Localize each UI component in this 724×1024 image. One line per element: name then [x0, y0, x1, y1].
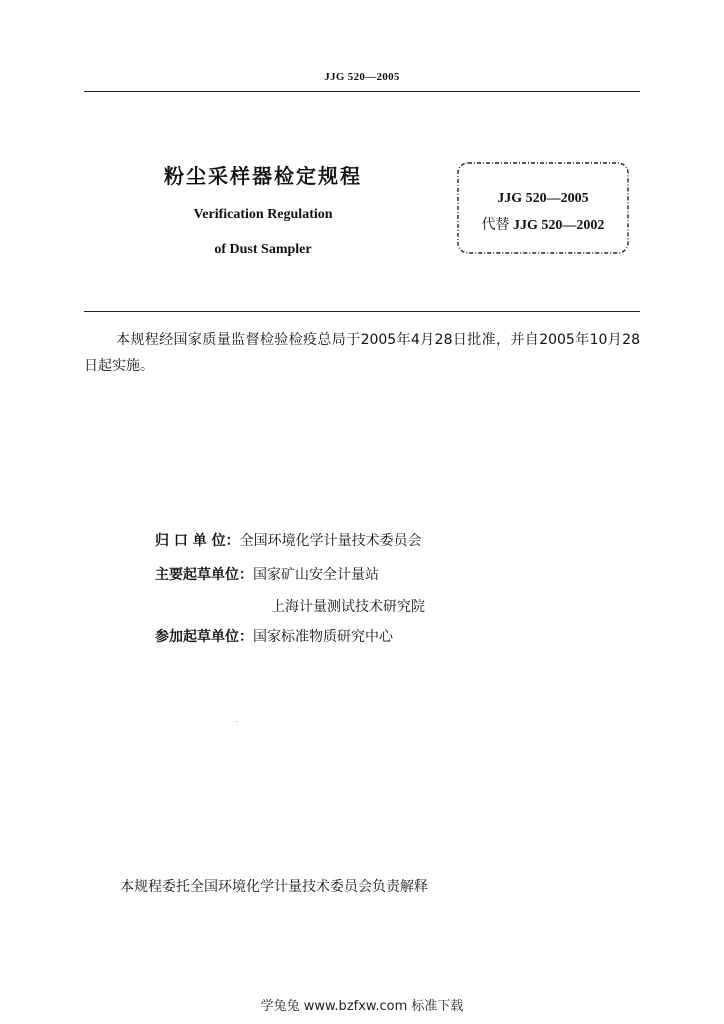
main-drafter-label: 主要起草单位： [155, 567, 253, 583]
decorative-border [455, 160, 631, 256]
document-title-chinese: 粉尘采样器检定规程 [164, 164, 362, 188]
participating-drafter-value: 国家标准物质研究中心 [253, 629, 393, 645]
responsible-unit-row [155, 530, 422, 550]
responsible-unit-value: 全国环境化学计量技术委员会 [239, 533, 422, 549]
standard-code: JJG 520—2005 [497, 191, 589, 206]
participating-drafter-row [155, 626, 393, 646]
watermark: 学兔兔 www.bzfxw.com 标准下载 [260, 999, 464, 1014]
main-drafter-value-2: 上海计量测试技术研究院 [271, 599, 425, 615]
running-header: JJG 520—2005 [324, 71, 400, 83]
document-title-english-line1: Verification Regulation [193, 207, 333, 222]
replaces-prefix: 代替 [481, 217, 510, 233]
section-rule [84, 311, 640, 312]
responsible-unit-label: 归 口 单 位： [155, 533, 240, 549]
participating-drafter-label: 参加起草单位： [155, 629, 253, 645]
main-drafter-value-1: 国家矿山安全计量站 [253, 567, 379, 583]
replaced-standard [455, 214, 631, 234]
document-title-english-line2: of Dust Sampler [214, 242, 312, 257]
approval-paragraph: 本规程经国家质量监督检验检疫总局于2005年4月28日批准，并自2005年10月28日起实施。 [84, 332, 640, 374]
replaced-standard-code: JJG 520—2002 [513, 218, 605, 233]
standard-code-box [455, 160, 631, 256]
scan-speck [236, 721, 237, 722]
header-rule [84, 91, 640, 92]
main-drafter-row [155, 564, 379, 584]
interpretation-note: 本规程委托全国环境化学计量技术委员会负责解释 [120, 879, 428, 895]
